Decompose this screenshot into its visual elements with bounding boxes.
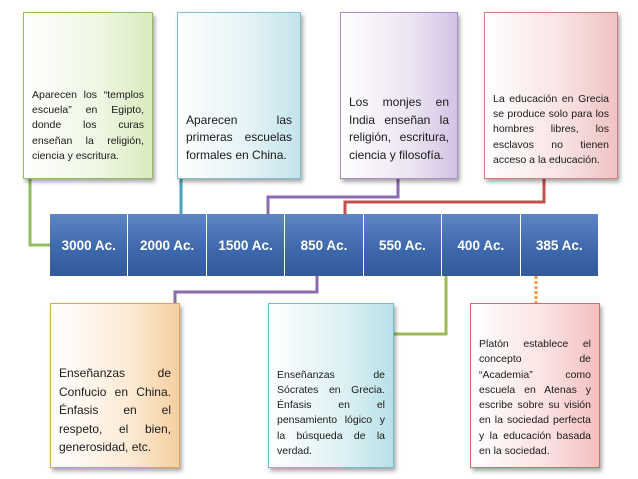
timeline-year: 2000 Ac. [128, 214, 206, 276]
event-text: Platón establece el concepto de “Academia” como escuela en Atenas y escribe sobre su visión en la sociedad perfecta y la educación basada en la sociedad. [479, 338, 591, 457]
event-text: Los monjes en India enseñan la religión, escritura, ciencia y filosofía. [349, 95, 449, 162]
event-card-egipto [23, 12, 153, 179]
timeline-bar [50, 214, 598, 276]
event-card-socrates [268, 303, 394, 468]
connector-3000 [30, 179, 50, 245]
connector-1500 [268, 179, 398, 214]
timeline-year: 385 Ac. [521, 214, 598, 276]
timeline-year: 400 Ac. [442, 214, 520, 276]
timeline-year: 550 Ac. [364, 214, 442, 276]
event-text: Enseñanzas de Confucio en China. Énfasis en el respeto, el bien, generosidad, etc. [59, 366, 171, 455]
event-text: Aparecen los “templos escuela” en Egipto, donde los curas enseñan la religión, ciencia y escritura. [32, 88, 144, 162]
timeline-year: 850 Ac. [285, 214, 363, 276]
timeline-year: 1500 Ac. [207, 214, 285, 276]
event-card-confucio [50, 303, 180, 468]
event-text: La educación en Grecia se produce solo para los hombres libres, los esclavos no tienen acceso a la educación. [493, 92, 609, 166]
event-text: Aparecen las primeras escuelas formales en China. [186, 112, 292, 162]
connector-socrates [394, 276, 446, 334]
event-card-grecia [484, 12, 618, 179]
connector-confucio [175, 276, 317, 303]
event-card-india [340, 12, 458, 179]
event-card-platon [470, 303, 600, 468]
event-text: Enseñanzas de Sócrates en Grecia. Énfasis en el pensamiento lógico y la búsqueda de la verdad. [277, 368, 385, 457]
event-card-china [177, 12, 301, 179]
timeline-year: 3000 Ac. [50, 214, 128, 276]
